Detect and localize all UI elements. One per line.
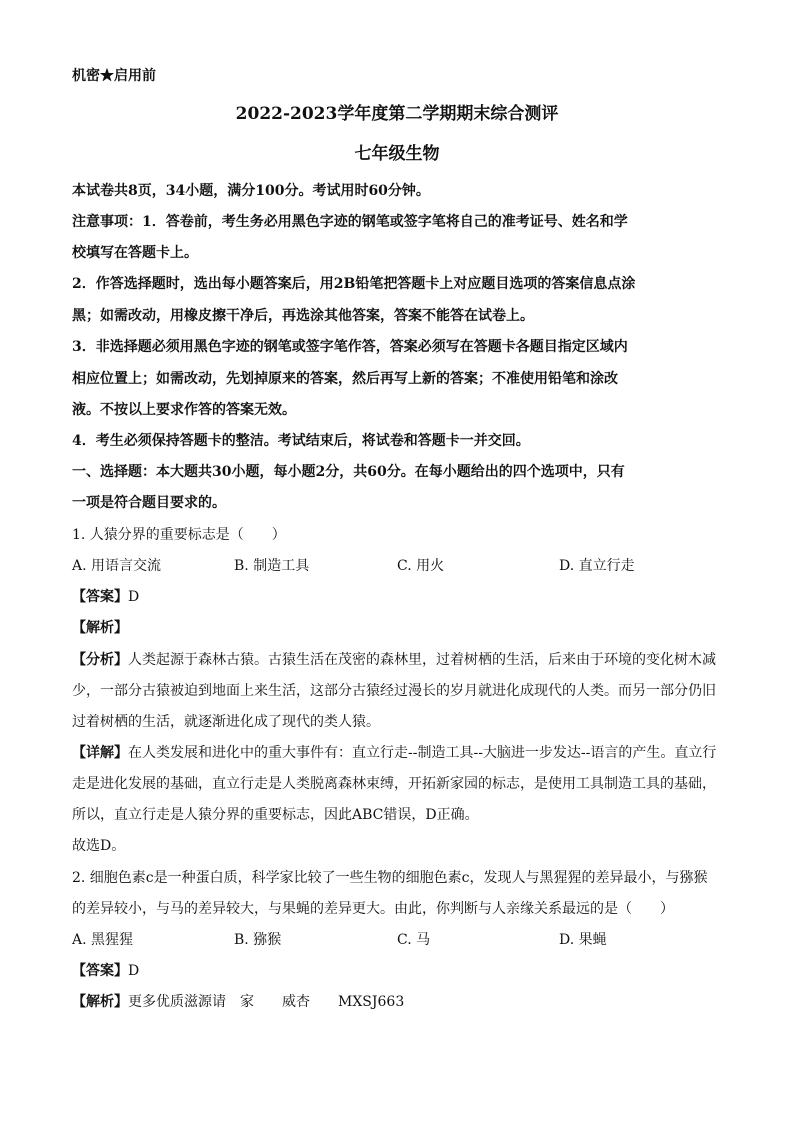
question-1-answer [72,587,139,607]
footer-note: 更多优质滋源请 家 威杏 MXSJ663 [128,994,405,1010]
note-4: 4．考生必须保持答题卡的整洁。考试结束后，将试卷和答题卡一并交回。 [72,433,530,449]
confidential-label: 机密★启用前 [72,68,156,84]
answer-value: D [128,963,140,979]
note-3-line-c: 液。不按以上要求作答的答案无效。 [72,402,296,418]
xiangjie-tag: 【详解】 [72,745,128,761]
note-3-line-b: 相应位置上；如需改动，先划掉原来的答案，然后再写上新的答案；不准使用铅笔和涂改 [72,371,618,387]
question-1-option-c: C. 用火 [397,558,445,574]
note-2-line-b: 黑；如需改动，用橡皮擦干净后，再选涂其他答案，答案不能答在试卷上。 [72,308,534,324]
note-2-line-a: 2．作答选择题时，选出每小题答案后，用2B铅笔把答题卡上对应题目选项的答案信息点涂 [72,276,636,292]
question-1-option-d: D. 直立行走 [559,558,635,574]
question-1-fenxi-c: 过着树栖的生活，就逐渐进化成了现代的类人猿。 [72,714,380,730]
question-2-option-b: B. 猕猴 [234,932,282,948]
note-1-line-b: 校填写在答题卡上。 [72,245,198,261]
question-1-fenxi-b: 少，一部分古猿被迫到地面上来生活，这部分古猿经过漫长的岁月就进化成现代的人类。而另一部分仍旧 [72,683,716,699]
answer-tag: 【答案】 [72,589,128,605]
note-3-line-a: 3．非选择题必须用黑色字迹的钢笔或签字笔作答，答案必须写在答题卡各题目指定区域内 [72,339,628,355]
question-1-option-b: B. 制造工具 [234,558,310,574]
question-1-option-a: A. 用语言交流 [72,558,162,574]
question-2-stem-b: 的差异较小，与马的差异较大，与果蝇的差异更大。由此，你判断与人亲缘关系最远的是（ ） [72,901,674,917]
fenxi-text-a: 人类起源于森林古猿。古猿生活在茂密的森林里，过着树栖的生活，后来由于环境的变化树木减 [128,652,716,668]
question-1-xiangjie-b: 走是进化发展的基础，直立行走是人类脱离森林束缚，开拓新家园的标志，是使用工具制造工具的基础， [72,776,716,792]
question-1-xiangjie-a [72,743,716,763]
question-1-analysis-tag [72,618,128,638]
question-2-option-a: A. 黑猩猩 [72,932,134,948]
section-1-heading-a: 一、选择题：本大题共30小题，每小题2分，共60分。在每小题给出的四个选项中，只有 [72,464,625,480]
answer-tag: 【答案】 [72,963,128,979]
analysis-tag: 【解析】 [72,994,128,1010]
question-1-stem: 1. 人猿分界的重要标志是（ ） [72,527,286,543]
question-2-option-c: C. 马 [397,932,431,948]
question-1-conclusion: 故选D。 [72,838,126,854]
question-1-fenxi-a [72,650,716,670]
exam-intro: 本试卷共8页，34小题，满分100分。考试用时60分钟。 [72,183,430,199]
question-2-option-d: D. 果蝇 [559,932,607,948]
fenxi-tag: 【分析】 [72,652,128,668]
question-2-answer [72,961,139,981]
question-2-analysis [72,992,404,1012]
answer-value: D [128,589,140,605]
question-1-xiangjie-c: 所以，直立行走是人猿分界的重要标志，因此ABC错误，D正确。 [72,807,479,823]
question-2-stem-a: 2. 细胞色素c是一种蛋白质，科学家比较了一些生物的细胞色素c，发现人与黑猩猩的差异最小，与猕猴 [72,870,708,886]
exam-title: 2022-2023学年度第二学期期末综合测评 [235,104,559,124]
exam-subtitle: 七年级生物 [354,144,440,164]
section-1-heading-b: 一项是符合题目要求的。 [72,495,226,511]
analysis-tag: 【解析】 [72,620,128,636]
note-1-line-a: 注意事项：1．答卷前，考生务必用黑色字迹的钢笔或签字笔将自己的准考证号、姓名和学 [72,214,628,230]
xiangjie-text-a: 在人类发展和进化中的重大事件有：直立行走--制造工具--大脑进一步发达--语言的产生。直立行 [128,745,717,761]
